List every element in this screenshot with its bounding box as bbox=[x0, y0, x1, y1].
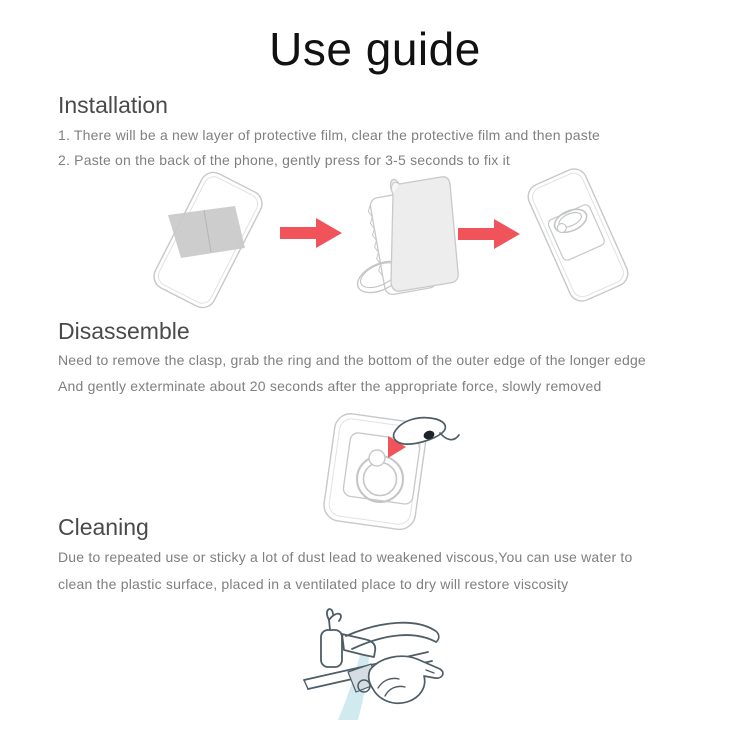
arrow-right-icon bbox=[280, 215, 344, 251]
cleaning-line-2: clean the plastic surface, placed in a ventilated place to dry will restore viscosity bbox=[58, 576, 569, 592]
protective-sheet bbox=[391, 177, 459, 291]
cleaning-illustration bbox=[288, 600, 488, 748]
cleaning-line-1: Due to repeated use or sticky a lot of dust lead to weakened viscous,You can use water to bbox=[58, 549, 633, 565]
phone-with-film-illustration bbox=[133, 178, 283, 303]
installation-step-2: 2. Paste on the back of the phone, gently press for 3-5 seconds to fix it bbox=[58, 152, 510, 168]
cleaning-heading: Cleaning bbox=[58, 514, 149, 540]
disassemble-illustration bbox=[293, 402, 483, 524]
peel-film-illustration bbox=[348, 172, 466, 302]
faucet bbox=[321, 609, 439, 667]
page-title: Use guide bbox=[269, 23, 481, 75]
disassemble-heading: Disassemble bbox=[58, 318, 190, 344]
disassemble-line-1: Need to remove the clasp, grab the ring and the bottom of the outer edge of the longer edge bbox=[58, 352, 646, 368]
installation-step-1: 1. There will be a new layer of protective film, clear the protective film and then paste bbox=[58, 127, 601, 143]
installation-heading: Installation bbox=[58, 92, 168, 118]
phone-with-ring-illustration bbox=[503, 174, 653, 298]
disassemble-line-2: And gently exterminate about 20 seconds after the appropriate force, slowly removed bbox=[58, 378, 602, 394]
